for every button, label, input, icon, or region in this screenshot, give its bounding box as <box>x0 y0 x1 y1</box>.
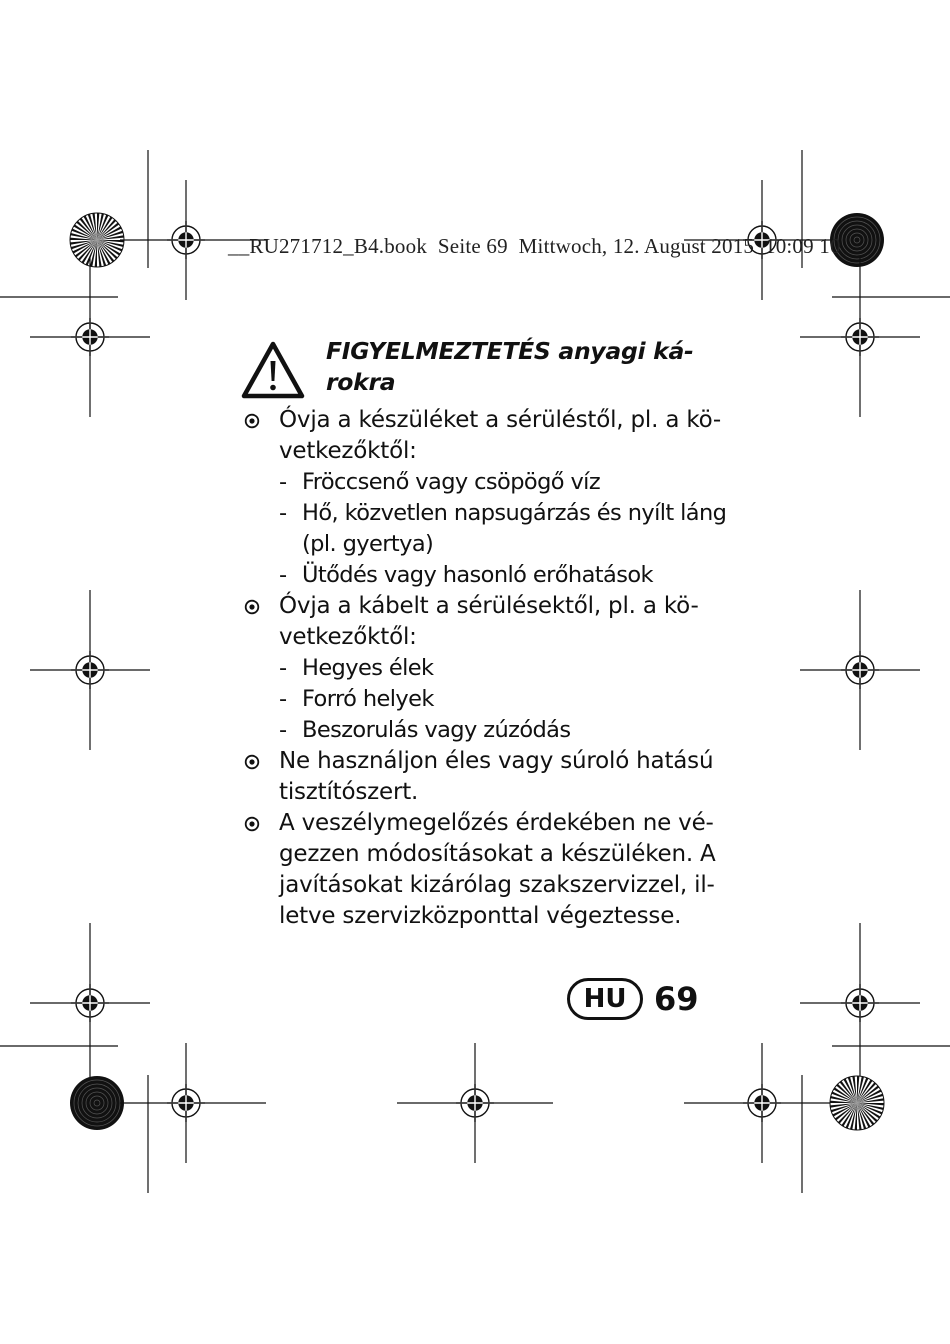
registration-crosshair-icon <box>841 984 879 1022</box>
print-header-line: __RU271712_B4.book Seite 69 Mittwoch, 12. August 2015 10:09 10 <box>228 234 841 258</box>
instruction-bullet <box>244 746 744 808</box>
warning-title-line-1: FIGYELMEZTETÉS anyagi ká- <box>326 337 694 365</box>
instruction-line: Óvja a kábelt a sérülésektől, pl. a kö- <box>279 593 699 619</box>
registration-crosshair-icon <box>841 318 879 356</box>
sub-item-line: Ütődés vagy hasonló erőhatások <box>302 562 653 588</box>
instruction-bullet <box>244 405 744 467</box>
instruction-line: vetkezőktől: <box>279 624 417 650</box>
circle-bullet-icon <box>244 599 260 615</box>
dash-marker: - <box>279 500 287 526</box>
sub-item <box>244 560 744 591</box>
dash-marker: - <box>279 562 287 588</box>
instruction-line: vetkezőktől: <box>279 438 417 464</box>
sub-item <box>244 684 744 715</box>
warning-title-line-2: rokra <box>326 368 396 396</box>
instruction-line: tisztítószert. <box>279 779 419 805</box>
instruction-line: javításokat kizárólag szakszervizzel, il- <box>279 872 715 898</box>
sub-item <box>244 715 744 746</box>
sub-item-line: Fröccsenő vagy csöpögő víz <box>302 469 601 495</box>
instruction-line: gezzen módosításokat a készüléken. A <box>279 841 716 867</box>
instruction-line: Ne használjon éles vagy súroló hatású <box>279 748 714 774</box>
sub-item <box>244 467 744 498</box>
starburst-target-icon <box>830 1076 884 1130</box>
sub-item <box>244 498 744 560</box>
sub-item <box>244 653 744 684</box>
registration-crosshair-icon <box>167 1084 205 1122</box>
instruction-line: Óvja a készüléket a sérüléstől, pl. a kö- <box>279 407 722 433</box>
starburst-target-icon <box>70 213 124 267</box>
warning-title <box>326 336 726 398</box>
language-badge: HU <box>567 978 643 1020</box>
registration-crosshair-icon <box>841 651 879 689</box>
dash-marker: - <box>279 717 287 743</box>
page-number: 69 <box>654 980 699 1018</box>
instruction-bullet <box>244 591 744 653</box>
registration-crosshair-icon <box>743 1084 781 1122</box>
sub-item-line: Beszorulás vagy zúzódás <box>302 717 571 743</box>
sub-item-line: (pl. gyertya) <box>302 531 434 557</box>
registration-crosshair-icon <box>71 651 109 689</box>
solid-target-icon <box>70 1076 124 1130</box>
sub-item-line: Hő, közvetlen napsugárzás és nyílt láng <box>302 500 727 526</box>
registration-crosshair-icon <box>167 221 205 259</box>
dash-marker: - <box>279 655 287 681</box>
circle-bullet-icon <box>244 816 260 832</box>
dash-marker: - <box>279 686 287 712</box>
dash-marker: - <box>279 469 287 495</box>
instruction-line: letve szervizközponttal végeztesse. <box>279 903 682 929</box>
registration-crosshair-icon <box>456 1084 494 1122</box>
registration-crosshair-icon <box>71 318 109 356</box>
circle-bullet-icon <box>244 413 260 429</box>
circle-bullet-icon <box>244 754 260 770</box>
safety-instructions <box>244 405 744 932</box>
sub-item-line: Forró helyek <box>302 686 434 712</box>
warning-triangle-icon <box>240 340 306 400</box>
instruction-bullet <box>244 808 744 932</box>
sub-item-line: Hegyes élek <box>302 655 434 681</box>
registration-crosshair-icon <box>71 984 109 1022</box>
instruction-line: A veszélymegelőzés érdekében ne vé- <box>279 810 714 836</box>
